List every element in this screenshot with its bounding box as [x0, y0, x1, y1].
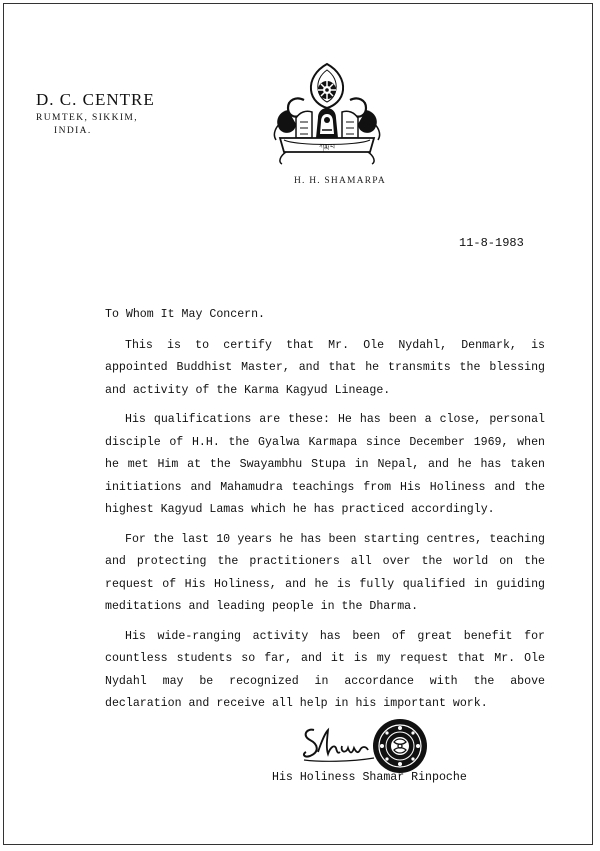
letterhead-address — [36, 90, 155, 136]
round-seal-icon — [372, 718, 428, 774]
paragraph: For the last 10 years he has been starting centres, teaching and protecting the practitioners all over the world on the request of His Holiness, and he is fully qualified in guiding meditations and leading people in the Dharma. — [105, 532, 545, 613]
address-line-1: RUMTEK, SIKKIM, — [36, 113, 139, 123]
paragraph: His qualifications are these: He has been a close, personal disciple of H.H. the Gyalwa Karmapa since December 1969, when he met Him at the Swayambhu Stupa in Nepal, and he has taken initiations and Mahamudra teachings from His Holiness and the highest Kagyud Lamas which he has practiced accordingly. — [105, 413, 545, 516]
salutation: To Whom It May Concern. — [105, 308, 266, 321]
paragraph: His wide-ranging activity has been of great benefit for countless students so far, and it is my request that Mr. Ole Nydahl may be recognized in accordance with the above declaration and receive all help in his important work. — [105, 629, 545, 710]
handwritten-signature — [300, 722, 380, 766]
emblem-banner-text: ཀརྨ་པ — [319, 143, 335, 151]
letter-date: 11-8-1983 — [459, 236, 524, 250]
letter-body — [105, 304, 545, 723]
address-line-2: INDIA. — [54, 126, 92, 136]
signer-name: His Holiness Shamar Rinpoche — [272, 771, 467, 784]
letter-page — [3, 3, 593, 845]
org-name: D. C. CENTRE — [36, 90, 155, 109]
paragraph: This is to certify that Mr. Ole Nydahl, Denmark, is appointed Buddhist Master, and that he transmits the blessing and activity of the Karma Kagyud Lineage. — [105, 338, 545, 397]
dharma-wheel-emblem-icon — [266, 60, 388, 168]
letterhead-title: H. H. SHAMARPA — [294, 176, 386, 186]
